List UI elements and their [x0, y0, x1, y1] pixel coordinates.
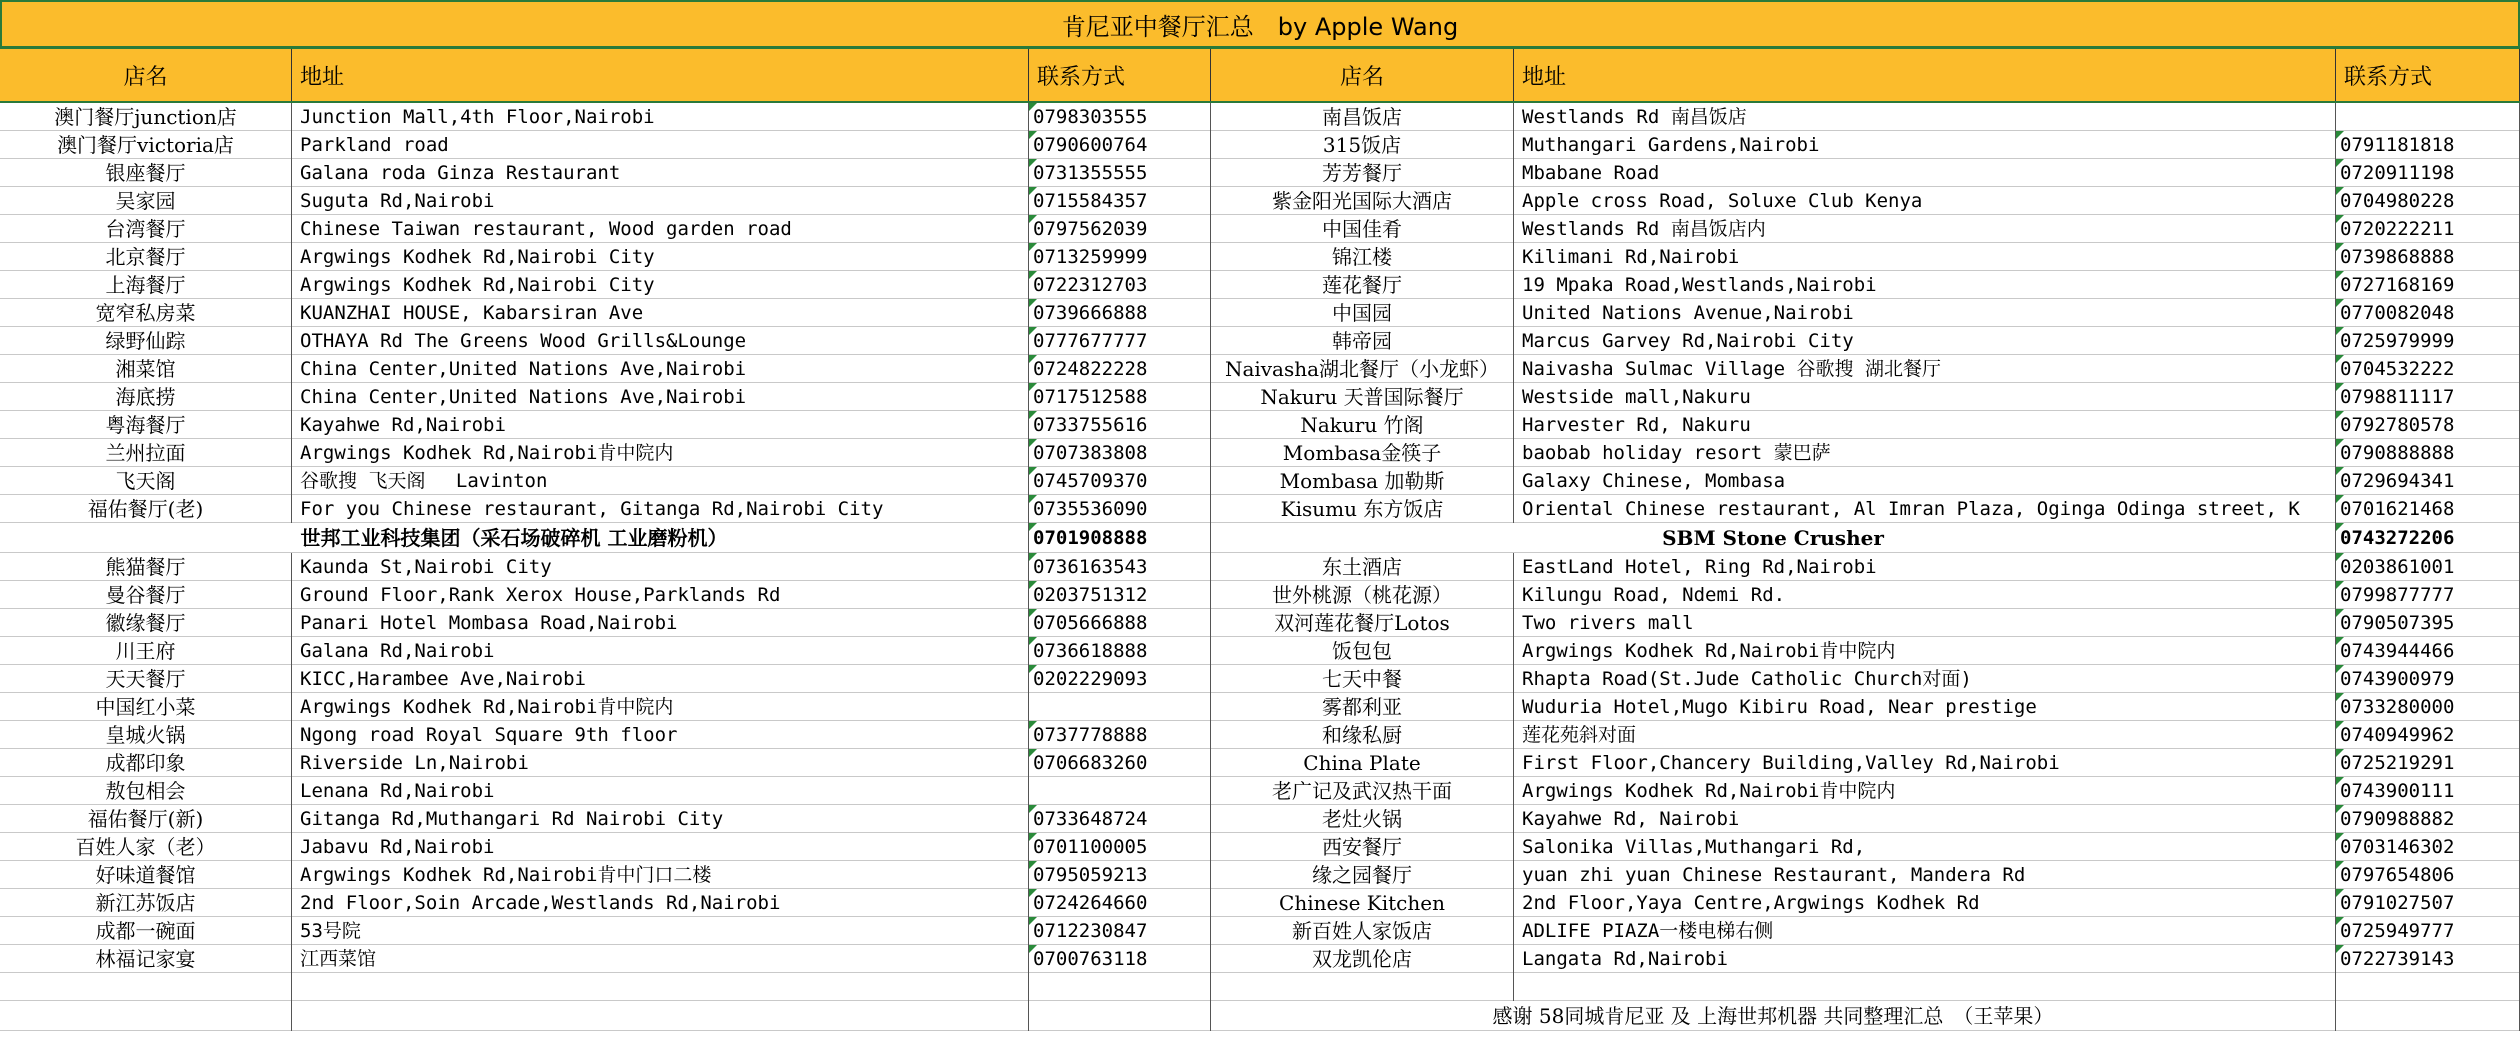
- restaurant-name-left[interactable]: 中国红小菜: [0, 693, 292, 721]
- restaurant-name-right[interactable]: Kisumu 东方饭店: [1211, 495, 1514, 523]
- address-right[interactable]: Westlands Rd 南昌饭店内: [1514, 215, 2336, 243]
- table-row: [0, 243, 2520, 271]
- address-left[interactable]: Panari Hotel Mombasa Road,Nairobi: [292, 609, 1029, 637]
- restaurant-name-right[interactable]: 芳芳餐厅: [1211, 159, 1514, 187]
- address-left[interactable]: Argwings Kodhek Rd,Nairobi肯中院内: [292, 693, 1029, 721]
- restaurant-name-right[interactable]: Nakuru 竹阁: [1211, 411, 1514, 439]
- address-left[interactable]: Argwings Kodhek Rd,Nairobi City: [292, 271, 1029, 299]
- empty-row: [0, 973, 2520, 1001]
- restaurant-name-left[interactable]: 上海餐厅: [0, 271, 292, 299]
- restaurant-name-left[interactable]: 皇城火锅: [0, 721, 292, 749]
- phone-right[interactable]: 0791027507: [2336, 889, 2520, 917]
- empty-cell[interactable]: [0, 1001, 292, 1031]
- phone-right[interactable]: 0797654806: [2336, 861, 2520, 889]
- empty-cell[interactable]: [0, 973, 292, 1001]
- address-right[interactable]: United Nations Avenue,Nairobi: [1514, 299, 2336, 327]
- address-right[interactable]: Mbabane Road: [1514, 159, 2336, 187]
- restaurant-name-right[interactable]: Mombasa金筷子: [1211, 439, 1514, 467]
- restaurant-name-left[interactable]: 好味道餐馆: [0, 861, 292, 889]
- phone-right[interactable]: 0790507395: [2336, 609, 2520, 637]
- empty-cell[interactable]: [1211, 973, 1514, 1001]
- restaurant-name-right[interactable]: 东土酒店: [1211, 553, 1514, 581]
- address-right[interactable]: Rhapta Road(St.Jude Catholic Church对面): [1514, 665, 2336, 693]
- phone-right[interactable]: 0743900979: [2336, 665, 2520, 693]
- restaurant-name-right[interactable]: 锦江楼: [1211, 243, 1514, 271]
- phone-left[interactable]: 0797562039: [1029, 215, 1211, 243]
- address-left[interactable]: Jabavu Rd,Nairobi: [292, 833, 1029, 861]
- restaurant-name-left[interactable]: 北京餐厅: [0, 243, 292, 271]
- address-left[interactable]: China Center,United Nations Ave,Nairobi: [292, 355, 1029, 383]
- restaurant-name-left[interactable]: 绿野仙踪: [0, 327, 292, 355]
- address-right[interactable]: 莲花苑斜对面: [1514, 721, 2336, 749]
- phone-left[interactable]: 0722312703: [1029, 271, 1211, 299]
- phone-left[interactable]: 0745709370: [1029, 467, 1211, 495]
- ad-right-name[interactable]: SBM Stone Crusher: [1211, 523, 2336, 553]
- restaurant-name-left[interactable]: 林福记家宴: [0, 945, 292, 973]
- thanks-note[interactable]: 感谢 58同城肯尼亚 及 上海世邦机器 共同整理汇总 （王苹果）: [1211, 1001, 2336, 1031]
- restaurant-name-left[interactable]: 天天餐厅: [0, 665, 292, 693]
- empty-cell[interactable]: [2336, 1001, 2520, 1031]
- address-right[interactable]: 19 Mpaka Road,Westlands,Nairobi: [1514, 271, 2336, 299]
- restaurant-name-right[interactable]: 世外桃源（桃花源）: [1211, 581, 1514, 609]
- table-row: [0, 215, 2520, 243]
- address-right[interactable]: Naivasha Sulmac Village 谷歌搜 湖北餐厅: [1514, 355, 2336, 383]
- restaurant-name-right[interactable]: 中国佳肴: [1211, 215, 1514, 243]
- phone-right[interactable]: 0720222211: [2336, 215, 2520, 243]
- restaurant-name-right[interactable]: 雾都利亚: [1211, 693, 1514, 721]
- restaurant-name-left[interactable]: 粤海餐厅: [0, 411, 292, 439]
- address-right[interactable]: Kilungu Road, Ndemi Rd.: [1514, 581, 2336, 609]
- table-row: [0, 383, 2520, 411]
- phone-right[interactable]: 0743944466: [2336, 637, 2520, 665]
- phone-left[interactable]: 0701100005: [1029, 833, 1211, 861]
- address-left[interactable]: For you Chinese restaurant, Gitanga Rd,Nairobi City: [292, 495, 1029, 523]
- table-row: [0, 861, 2520, 889]
- table-row: [0, 833, 2520, 861]
- empty-cell[interactable]: [1514, 973, 2336, 1001]
- restaurant-name-right[interactable]: 缘之园餐厅: [1211, 861, 1514, 889]
- restaurant-name-right[interactable]: 饭包包: [1211, 637, 1514, 665]
- address-right[interactable]: Apple cross Road, Soluxe Club Kenya: [1514, 187, 2336, 215]
- phone-left[interactable]: 0724264660: [1029, 889, 1211, 917]
- restaurant-name-left[interactable]: 川王府: [0, 637, 292, 665]
- table-row: [0, 889, 2520, 917]
- address-left[interactable]: Ground Floor,Rank Xerox House,Parklands Rd: [292, 581, 1029, 609]
- table-row: [0, 609, 2520, 637]
- restaurant-name-right[interactable]: 南昌饭店: [1211, 103, 1514, 131]
- address-right[interactable]: ADLIFE PIAZA一楼电梯右侧: [1514, 917, 2336, 945]
- restaurant-name-left[interactable]: 曼谷餐厅: [0, 581, 292, 609]
- restaurant-name-left[interactable]: 飞天阁: [0, 467, 292, 495]
- phone-right[interactable]: 0729694341: [2336, 467, 2520, 495]
- phone-left[interactable]: 0739666888: [1029, 299, 1211, 327]
- table-row: [0, 495, 2520, 523]
- phone-right[interactable]: 0725949777: [2336, 917, 2520, 945]
- header-name-left[interactable]: 店名: [0, 49, 292, 101]
- table-row: [0, 945, 2520, 973]
- address-left[interactable]: Argwings Kodhek Rd,Nairobi肯中院内: [292, 439, 1029, 467]
- restaurant-name-left[interactable]: 湘菜馆: [0, 355, 292, 383]
- phone-right[interactable]: 0725979999: [2336, 327, 2520, 355]
- address-right[interactable]: Kayahwe Rd, Nairobi: [1514, 805, 2336, 833]
- restaurant-name-right[interactable]: 双河莲花餐厅Lotos: [1211, 609, 1514, 637]
- phone-left[interactable]: 0203751312: [1029, 581, 1211, 609]
- phone-right[interactable]: 0770082048: [2336, 299, 2520, 327]
- address-left[interactable]: 江西菜馆: [292, 945, 1029, 973]
- address-left[interactable]: Chinese Taiwan restaurant, Wood garden road: [292, 215, 1029, 243]
- phone-right[interactable]: 0790988882: [2336, 805, 2520, 833]
- restaurant-name-left[interactable]: 兰州拉面: [0, 439, 292, 467]
- table-row: [0, 553, 2520, 581]
- table-row: [0, 693, 2520, 721]
- address-left[interactable]: Parkland road: [292, 131, 1029, 159]
- empty-cell[interactable]: [1029, 973, 1211, 1001]
- table-row: [0, 271, 2520, 299]
- restaurant-name-left[interactable]: 敖包相会: [0, 777, 292, 805]
- phone-left[interactable]: 0713259999: [1029, 243, 1211, 271]
- phone-right[interactable]: 0704980228: [2336, 187, 2520, 215]
- table-row: [0, 777, 2520, 805]
- phone-left[interactable]: 0712230847: [1029, 917, 1211, 945]
- address-right[interactable]: Westside mall,Nakuru: [1514, 383, 2336, 411]
- phone-right[interactable]: 0791181818: [2336, 131, 2520, 159]
- address-right[interactable]: First Floor,Chancery Building,Valley Rd,Nairobi: [1514, 749, 2336, 777]
- phone-left[interactable]: 0707383808: [1029, 439, 1211, 467]
- phone-left[interactable]: 0790600764: [1029, 131, 1211, 159]
- table-row: [0, 805, 2520, 833]
- header-contact-right[interactable]: 联系方式: [2336, 49, 2520, 101]
- address-right[interactable]: Muthangari Gardens,Nairobi: [1514, 131, 2336, 159]
- phone-left[interactable]: 0717512588: [1029, 383, 1211, 411]
- phone-left[interactable]: 0736163543: [1029, 553, 1211, 581]
- phone-left[interactable]: 0798303555: [1029, 103, 1211, 131]
- phone-left[interactable]: 0724822228: [1029, 355, 1211, 383]
- phone-right[interactable]: 0704532222: [2336, 355, 2520, 383]
- table-row: [0, 131, 2520, 159]
- restaurant-name-left[interactable]: 福佑餐厅(老): [0, 495, 292, 523]
- restaurant-name-right[interactable]: 315饭店: [1211, 131, 1514, 159]
- address-right[interactable]: baobab holiday resort 蒙巴萨: [1514, 439, 2336, 467]
- phone-left[interactable]: 0737778888: [1029, 721, 1211, 749]
- empty-cell[interactable]: [2336, 973, 2520, 1001]
- phone-right[interactable]: 0733280000: [2336, 693, 2520, 721]
- restaurant-name-left[interactable]: 熊猫餐厅: [0, 553, 292, 581]
- address-left[interactable]: Argwings Kodhek Rd,Nairobi City: [292, 243, 1029, 271]
- address-right[interactable]: Argwings Kodhek Rd,Nairobi肯中院内: [1514, 637, 2336, 665]
- header-row: [0, 48, 2520, 103]
- restaurant-name-right[interactable]: 老灶火锅: [1211, 805, 1514, 833]
- phone-right[interactable]: 0727168169: [2336, 271, 2520, 299]
- address-left[interactable]: 谷歌搜 飞天阁 Lavinton: [292, 467, 1029, 495]
- address-left[interactable]: Ngong road Royal Square 9th floor: [292, 721, 1029, 749]
- restaurant-name-left[interactable]: 银座餐厅: [0, 159, 292, 187]
- address-right[interactable]: Two rivers mall: [1514, 609, 2336, 637]
- address-left[interactable]: Gitanga Rd,Muthangari Rd Nairobi City: [292, 805, 1029, 833]
- address-left[interactable]: 53号院: [292, 917, 1029, 945]
- phone-left[interactable]: [1029, 693, 1211, 721]
- restaurant-name-right[interactable]: 老广记及武汉热干面: [1211, 777, 1514, 805]
- phone-left[interactable]: 0715584357: [1029, 187, 1211, 215]
- ad-row: [0, 523, 2520, 553]
- restaurant-name-right[interactable]: 和缘私厨: [1211, 721, 1514, 749]
- phone-left[interactable]: 0735536090: [1029, 495, 1211, 523]
- restaurant-name-right[interactable]: Mombasa 加勒斯: [1211, 467, 1514, 495]
- phone-right[interactable]: 0203861001: [2336, 553, 2520, 581]
- address-right[interactable]: Marcus Garvey Rd,Nairobi City: [1514, 327, 2336, 355]
- phone-left[interactable]: 0777677777: [1029, 327, 1211, 355]
- phone-right[interactable]: [2336, 103, 2520, 131]
- table-row: [0, 467, 2520, 495]
- ad-left-phone[interactable]: 0701908888: [1029, 523, 1211, 553]
- table-row: [0, 299, 2520, 327]
- header-name-right[interactable]: 店名: [1211, 49, 1514, 101]
- empty-cell[interactable]: [292, 973, 1029, 1001]
- rows-bottom: [0, 553, 2520, 973]
- restaurant-name-right[interactable]: China Plate: [1211, 749, 1514, 777]
- restaurant-name-right[interactable]: 莲花餐厅: [1211, 271, 1514, 299]
- address-right[interactable]: EastLand Hotel, Ring Rd,Nairobi: [1514, 553, 2336, 581]
- table-row: [0, 917, 2520, 945]
- restaurant-name-left[interactable]: 徽缘餐厅: [0, 609, 292, 637]
- restaurant-name-left[interactable]: 福佑餐厅(新): [0, 805, 292, 833]
- header-contact-left[interactable]: 联系方式: [1029, 49, 1211, 101]
- address-right[interactable]: Westlands Rd 南昌饭店: [1514, 103, 2336, 131]
- address-left[interactable]: KUANZHAI HOUSE, Kabarsiran Ave: [292, 299, 1029, 327]
- sheet-title: 肯尼亚中餐厅汇总 by Apple Wang: [0, 0, 2520, 48]
- phone-right[interactable]: 0792780578: [2336, 411, 2520, 439]
- address-left[interactable]: China Center,United Nations Ave,Nairobi: [292, 383, 1029, 411]
- address-right[interactable]: Kilimani Rd,Nairobi: [1514, 243, 2336, 271]
- address-left[interactable]: OTHAYA Rd The Greens Wood Grills&Lounge: [292, 327, 1029, 355]
- address-left[interactable]: Kaunda St,Nairobi City: [292, 553, 1029, 581]
- restaurant-name-left[interactable]: 海底捞: [0, 383, 292, 411]
- phone-left[interactable]: 0795059213: [1029, 861, 1211, 889]
- table-row: [0, 411, 2520, 439]
- phone-right[interactable]: 0799877777: [2336, 581, 2520, 609]
- address-right[interactable]: Salonika Villas,Muthangari Rd,: [1514, 833, 2336, 861]
- restaurant-name-right[interactable]: 七天中餐: [1211, 665, 1514, 693]
- restaurant-name-right[interactable]: 新百姓人家饭店: [1211, 917, 1514, 945]
- restaurant-name-left[interactable]: 吴家园: [0, 187, 292, 215]
- address-left[interactable]: Riverside Ln,Nairobi: [292, 749, 1029, 777]
- table-row: [0, 749, 2520, 777]
- phone-left[interactable]: 0700763118: [1029, 945, 1211, 973]
- phone-left[interactable]: 0731355555: [1029, 159, 1211, 187]
- restaurant-name-left[interactable]: 宽窄私房菜: [0, 299, 292, 327]
- header-address-left[interactable]: 地址: [292, 49, 1029, 101]
- address-right[interactable]: Argwings Kodhek Rd,Nairobi肯中院内: [1514, 777, 2336, 805]
- table-row: [0, 637, 2520, 665]
- ad-left-name[interactable]: 世邦工业科技集团（采石场破碎机 工业磨粉机）: [0, 523, 1029, 553]
- table-row: [0, 355, 2520, 383]
- restaurant-name-left[interactable]: 成都印象: [0, 749, 292, 777]
- table-row: [0, 187, 2520, 215]
- restaurant-name-left[interactable]: 澳门餐厅junction店: [0, 103, 292, 131]
- ad-right-phone[interactable]: 0743272206: [2336, 523, 2520, 553]
- restaurant-name-right[interactable]: 中国园: [1211, 299, 1514, 327]
- empty-cell[interactable]: [292, 1001, 1029, 1031]
- restaurant-name-right[interactable]: Chinese Kitchen: [1211, 889, 1514, 917]
- restaurant-name-right[interactable]: Naivasha湖北餐厅（小龙虾）: [1211, 355, 1514, 383]
- phone-left[interactable]: 0202229093: [1029, 665, 1211, 693]
- address-left[interactable]: Lenana Rd,Nairobi: [292, 777, 1029, 805]
- address-right[interactable]: Oriental Chinese restaurant, Al Imran Plaza, Oginga Odinga street, K: [1514, 495, 2336, 523]
- table-row: [0, 665, 2520, 693]
- address-left[interactable]: Junction Mall,4th Floor,Nairobi: [292, 103, 1029, 131]
- address-right[interactable]: Langata Rd,Nairobi: [1514, 945, 2336, 973]
- restaurant-name-right[interactable]: 紫金阳光国际大酒店: [1211, 187, 1514, 215]
- address-right[interactable]: Galaxy Chinese, Mombasa: [1514, 467, 2336, 495]
- phone-left[interactable]: [1029, 777, 1211, 805]
- header-address-right[interactable]: 地址: [1514, 49, 2336, 101]
- restaurant-name-right[interactable]: 双龙凯伦店: [1211, 945, 1514, 973]
- table-row: [0, 103, 2520, 131]
- address-right[interactable]: Harvester Rd, Nakuru: [1514, 411, 2336, 439]
- phone-right[interactable]: 0725219291: [2336, 749, 2520, 777]
- table-row: [0, 159, 2520, 187]
- table-row: [0, 327, 2520, 355]
- address-right[interactable]: Wuduria Hotel,Mugo Kibiru Road, Near prestige: [1514, 693, 2336, 721]
- phone-left[interactable]: 0733755616: [1029, 411, 1211, 439]
- restaurant-name-right[interactable]: 西安餐厅: [1211, 833, 1514, 861]
- address-left[interactable]: 2nd Floor,Soin Arcade,Westlands Rd,Nairobi: [292, 889, 1029, 917]
- phone-left[interactable]: 0733648724: [1029, 805, 1211, 833]
- rows-top: [0, 103, 2520, 523]
- address-left[interactable]: Suguta Rd,Nairobi: [292, 187, 1029, 215]
- restaurant-name-left[interactable]: 澳门餐厅victoria店: [0, 131, 292, 159]
- address-right[interactable]: 2nd Floor,Yaya Centre,Argwings Kodhek Rd: [1514, 889, 2336, 917]
- phone-right[interactable]: 0743900111: [2336, 777, 2520, 805]
- phone-right[interactable]: 0703146302: [2336, 833, 2520, 861]
- address-left[interactable]: KICC,Harambee Ave,Nairobi: [292, 665, 1029, 693]
- address-left[interactable]: Kayahwe Rd,Nairobi: [292, 411, 1029, 439]
- thanks-row: [0, 1001, 2520, 1031]
- phone-right[interactable]: 0790888888: [2336, 439, 2520, 467]
- table-row: [0, 721, 2520, 749]
- phone-right[interactable]: 0701621468: [2336, 495, 2520, 523]
- phone-left[interactable]: 0736618888: [1029, 637, 1211, 665]
- address-right[interactable]: yuan zhi yuan Chinese Restaurant, Mandera Rd: [1514, 861, 2336, 889]
- phone-right[interactable]: 0720911198: [2336, 159, 2520, 187]
- restaurant-name-left[interactable]: 成都一碗面: [0, 917, 292, 945]
- address-left[interactable]: Galana roda Ginza Restaurant: [292, 159, 1029, 187]
- empty-cell[interactable]: [1029, 1001, 1211, 1031]
- restaurant-name-left[interactable]: 新江苏饭店: [0, 889, 292, 917]
- address-left[interactable]: Galana Rd,Nairobi: [292, 637, 1029, 665]
- restaurant-name-right[interactable]: 韩帝园: [1211, 327, 1514, 355]
- restaurant-name-left[interactable]: 百姓人家（老）: [0, 833, 292, 861]
- address-left[interactable]: Argwings Kodhek Rd,Nairobi肯中门口二楼: [292, 861, 1029, 889]
- phone-right[interactable]: 0722739143: [2336, 945, 2520, 973]
- phone-right[interactable]: 0739868888: [2336, 243, 2520, 271]
- restaurant-name-left[interactable]: 台湾餐厅: [0, 215, 292, 243]
- table-row: [0, 581, 2520, 609]
- phone-right[interactable]: 0740949962: [2336, 721, 2520, 749]
- restaurant-name-right[interactable]: Nakuru 天普国际餐厅: [1211, 383, 1514, 411]
- phone-right[interactable]: 0798811117: [2336, 383, 2520, 411]
- phone-left[interactable]: 0705666888: [1029, 609, 1211, 637]
- table-row: [0, 439, 2520, 467]
- phone-left[interactable]: 0706683260: [1029, 749, 1211, 777]
